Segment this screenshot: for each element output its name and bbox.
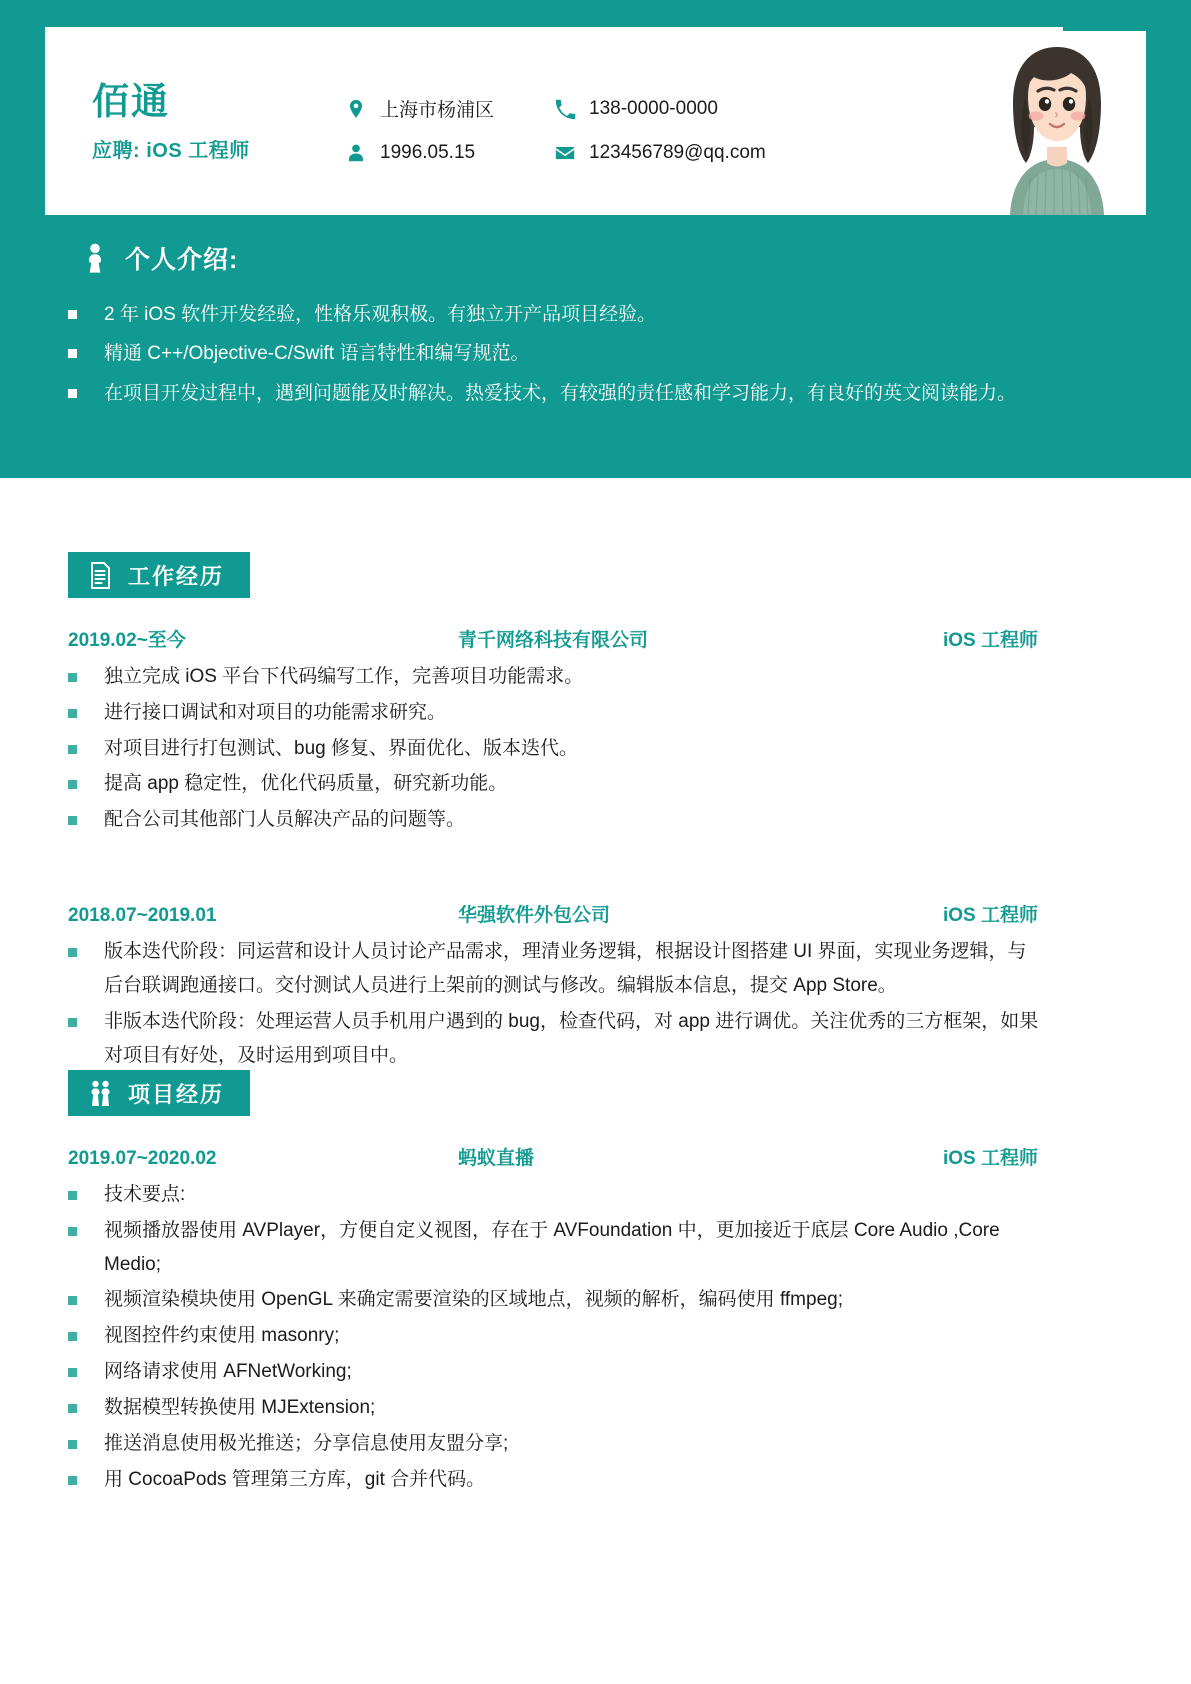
project-entry-date: 2019.07~2020.02 <box>68 1148 217 1169</box>
list-item-text: 版本迭代阶段：同运营和设计人员讨论产品需求，理清业务逻辑，根据设计图搭建 UI 界面，实现业务逻辑，与后台联调跑通接口。交付测试人员进行上架前的测试与修改。编辑版本信息，提交 App Store。 <box>104 941 1027 996</box>
list-item-text: 2 年 iOS 软件开发经验，性格乐观积极。有独立开产品项目经验。 <box>104 304 657 325</box>
location-pin-icon <box>345 98 367 120</box>
list-item-text: 对项目进行打包测试、bug 修复、界面优化、版本迭代。 <box>104 737 578 759</box>
contact-location <box>345 95 494 122</box>
project-experience-heading <box>68 1070 250 1116</box>
list-item-text: 配合公司其他部门人员解决产品的问题等。 <box>104 809 466 831</box>
work-experience-section <box>0 552 1191 1074</box>
personal-intro-title: 个人介绍: <box>125 246 239 274</box>
bullet-square-icon <box>68 780 77 789</box>
bullet-square-icon <box>68 1404 77 1413</box>
phone-icon <box>554 98 576 120</box>
work-entry-date: 2019.02~至今 <box>68 630 186 651</box>
contact-email <box>554 142 766 164</box>
contact-phone-value: 138-0000-0000 <box>589 97 718 119</box>
person-icon <box>345 142 367 164</box>
list-item-text: 网络请求使用 AFNetWorking; <box>104 1361 352 1383</box>
list-item <box>68 1005 1043 1073</box>
list-item <box>68 377 1068 410</box>
list-item <box>68 1427 1043 1461</box>
list-item-text: 非版本迭代阶段：处理运营人员手机用户遇到的 bug，检查代码，对 app 进行调优。关注优秀的三方框架，如果对项目有好处，及时运用到项目中。 <box>104 1010 1039 1066</box>
list-item <box>68 1319 1043 1353</box>
bullet-square-icon <box>68 948 77 957</box>
envelope-icon <box>554 142 576 164</box>
bullet-square-icon <box>68 1296 77 1305</box>
bullet-square-icon <box>68 1368 77 1377</box>
bullet-square-icon <box>68 310 77 319</box>
list-item <box>68 1214 1043 1282</box>
personal-intro-section <box>0 240 1191 416</box>
bullet-square-icon <box>68 389 77 398</box>
project-experience-title: 项目经历 <box>128 1081 225 1107</box>
contact-birthdate-value: 1996.05.15 <box>380 142 476 163</box>
work-experience-title: 工作经历 <box>128 563 225 589</box>
contact-location-value: 上海市杨浦区 <box>380 100 495 121</box>
list-item <box>68 767 1043 801</box>
list-item-text: 提高 app 稳定性，优化代码质量，研究新功能。 <box>104 773 508 795</box>
contact-phone <box>554 95 766 122</box>
list-item-text: 视频播放器使用 AVPlayer，方便自定义视图，存在于 AVFoundation 中，更加接近于底层 Core Audio ,Core Medio; <box>104 1219 1000 1275</box>
contact-birthdate <box>345 142 494 164</box>
work-entry-date: 2018.07~2019.01 <box>68 905 217 927</box>
bullet-square-icon <box>68 1227 77 1236</box>
list-item <box>68 696 1043 730</box>
person-icon <box>82 243 108 273</box>
list-item <box>68 1178 1043 1212</box>
personal-intro-bullet-list <box>68 298 1068 410</box>
list-item-text: 进行接口调试和对项目的功能需求研究。 <box>104 701 447 723</box>
identity-block <box>92 82 352 163</box>
list-item <box>68 1283 1043 1317</box>
bullet-square-icon <box>68 1476 77 1485</box>
work-entry-company: 华强软件外包公司 <box>458 905 611 927</box>
work-entry-header <box>68 900 1038 927</box>
list-item-text: 推送消息使用极光推送；分享信息使用友盟分享; <box>104 1432 509 1454</box>
list-item <box>68 732 1043 766</box>
applied-position: 应聘: iOS 工程师 <box>92 139 250 162</box>
bullet-square-icon <box>68 1440 77 1449</box>
list-item-text: 精通 C++/Objective-C/Swift 语言特性和编写规范。 <box>104 343 530 365</box>
personal-intro-heading <box>82 240 1191 276</box>
list-item <box>68 935 1043 1003</box>
bullet-square-icon <box>68 1332 77 1341</box>
list-item <box>68 337 1068 370</box>
avatar <box>968 31 1146 215</box>
work-entry-bullet-list <box>68 660 1043 837</box>
bullet-square-icon <box>68 673 77 682</box>
bullet-square-icon <box>68 816 77 825</box>
bullet-square-icon <box>68 1191 77 1200</box>
project-experience-section <box>0 1070 1191 1498</box>
two-people-icon <box>88 1080 113 1107</box>
list-item-text: 视频渲染模块使用 OpenGL 来确定需要渲染的区域地点，视频的解析，编码使用 ffmpeg; <box>104 1289 843 1311</box>
list-item <box>68 298 1068 331</box>
bullet-square-icon <box>68 1018 77 1027</box>
list-item-text: 用 CocoaPods 管理第三方库，git 合并代码。 <box>104 1468 486 1490</box>
list-item <box>68 660 1043 694</box>
list-item-text: 视图控件约束使用 masonry; <box>104 1325 340 1347</box>
list-item <box>68 1463 1043 1497</box>
bullet-square-icon <box>68 349 77 358</box>
list-item <box>68 803 1043 837</box>
list-item-text: 数据模型转换使用 MJExtension; <box>104 1396 376 1418</box>
project-entry-name: 蚂蚁直播 <box>458 1148 535 1169</box>
project-entry-header <box>68 1143 1038 1170</box>
list-item-text: 独立完成 iOS 平台下代码编写工作，完善项目功能需求。 <box>104 666 584 687</box>
entry-spacer <box>0 839 1191 873</box>
bullet-square-icon <box>68 709 77 718</box>
list-item-text: 在项目开发过程中，遇到问题能及时解决。热爱技术，有较强的责任感和学习能力，有良好的英文阅读能力。 <box>104 382 1017 404</box>
project-entry-bullet-list <box>68 1178 1043 1496</box>
project-entry-role: iOS 工程师 <box>942 1148 1038 1169</box>
contact-email-value: 123456789@qq.com <box>589 142 766 163</box>
work-entry-bullet-list <box>68 935 1043 1072</box>
work-entry-company: 青千网络科技有限公司 <box>458 630 649 651</box>
work-entry-header <box>68 625 1038 652</box>
list-item <box>68 1355 1043 1389</box>
list-item-text: 技术要点: <box>104 1184 186 1205</box>
work-entry-role: iOS 工程师 <box>942 905 1038 927</box>
work-experience-heading <box>68 552 250 598</box>
work-entry-role: iOS 工程师 <box>942 630 1038 651</box>
bullet-square-icon <box>68 745 77 754</box>
candidate-name: 佰通 <box>92 81 170 122</box>
document-icon <box>88 562 113 589</box>
contact-info-grid <box>345 95 766 164</box>
list-item <box>68 1391 1043 1425</box>
